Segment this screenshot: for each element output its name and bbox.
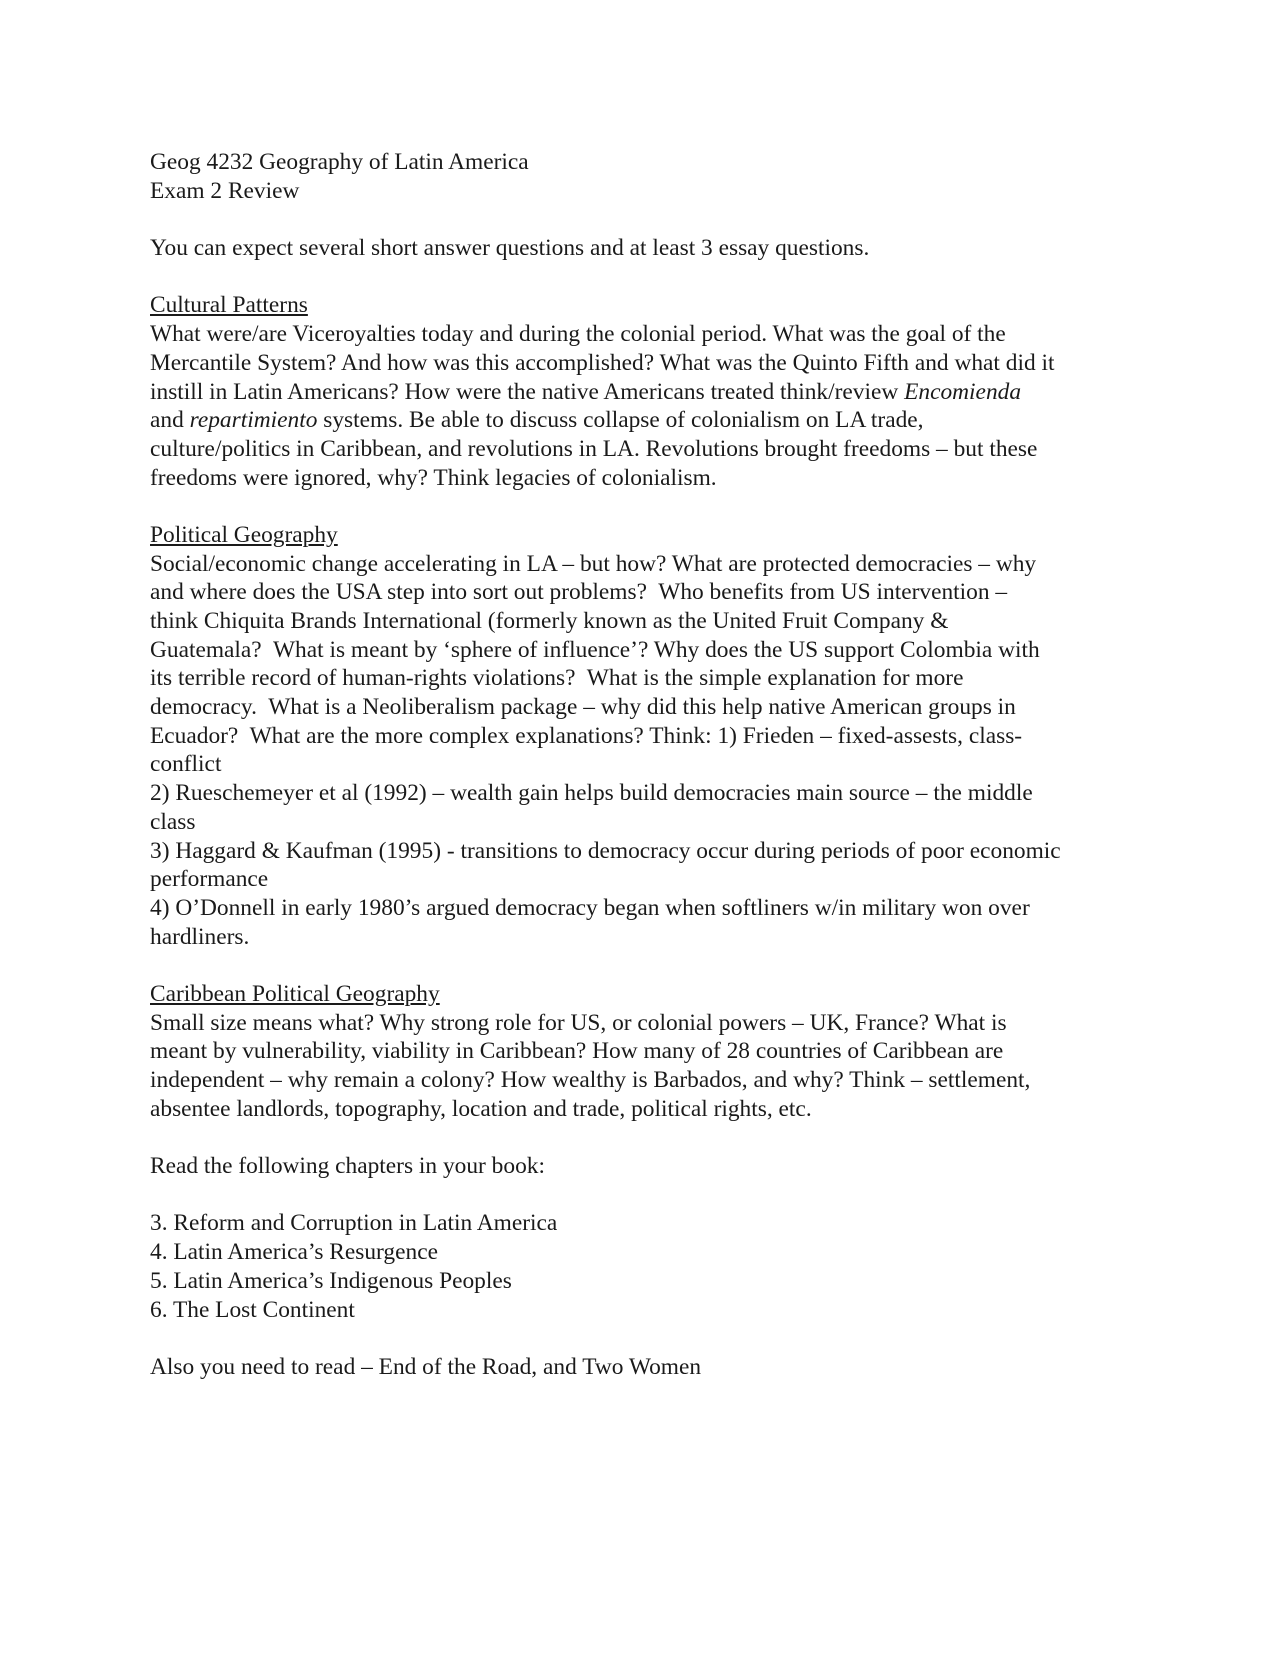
chapter-item: 6. The Lost Continent	[150, 1296, 355, 1323]
reading-intro: Read the following chapters in your book:	[150, 1153, 545, 1180]
political-line: and where does the USA step into sort out problems? Who benefits from US intervention –	[150, 579, 1008, 606]
repartimiento-term: repartimiento	[189, 407, 318, 434]
spacer	[150, 205, 1140, 234]
caribbean-heading: Caribbean Political Geography	[150, 980, 440, 1007]
political-heading: Political Geography	[150, 521, 338, 548]
intro-text: You can expect several short answer questions and at least 3 essay questions.	[150, 235, 870, 262]
caribbean-line: independent – why remain a colony? How wealthy is Barbados, and why? Think – settlement,	[150, 1067, 1031, 1093]
cultural-text: systems. Be able to discuss collapse of colonialism on LA trade,	[317, 407, 924, 434]
caribbean-line: meant by vulnerability, viability in Caribbean? How many of 28 countries of Caribbean are	[150, 1038, 1004, 1065]
cultural-line	[150, 378, 1140, 407]
cultural-line: culture/politics in Caribbean, and revolutions in LA. Revolutions brought freedoms – but these	[150, 435, 1038, 462]
political-line: think Chiquita Brands International (formerly known as the United Fruit Company &	[150, 608, 949, 634]
political-line: Social/economic change accelerating in LA – but how? What are protected democracies – why	[150, 550, 1037, 577]
exam-title: Exam 2 Review	[150, 177, 300, 204]
political-line: Ecuador? What are the more complex explanations? Think: 1) Frieden – fixed-assests, class-	[150, 722, 1023, 749]
encomienda-term: Encomienda	[904, 378, 1022, 405]
caribbean-line: Small size means what? Why strong role for US, or colonial powers – UK, France? What is	[150, 1009, 1007, 1036]
spacer	[150, 263, 1140, 292]
cultural-text: and	[150, 407, 190, 434]
also-read-text: Also you need to read – End of the Road, and Two Women	[150, 1353, 702, 1380]
political-line: 2) Rueschemeyer et al (1992) – wealth gain helps build democracies main source – the middle	[150, 780, 1033, 807]
cultural-line: Mercantile System? And how was this accomplished? What was the Quinto Fifth and what did it	[150, 349, 1055, 376]
spacer	[150, 1324, 1140, 1353]
spacer	[150, 1181, 1140, 1210]
chapter-item: 5. Latin America’s Indigenous Peoples	[150, 1267, 512, 1294]
political-line: Guatemala? What is meant by ‘sphere of influence’? Why does the US support Colombia with	[150, 636, 1040, 663]
caribbean-line: absentee landlords, topography, location and trade, political rights, etc.	[150, 1095, 812, 1122]
political-line: its terrible record of human-rights violations? What is the simple explanation for more	[150, 665, 964, 692]
cultural-text: instill in Latin Americans? How were the native Americans treated think/review	[150, 378, 905, 405]
political-line: hardliners.	[150, 923, 250, 950]
spacer	[150, 492, 1140, 521]
cultural-heading: Cultural Patterns	[150, 292, 308, 319]
chapter-item: 4. Latin America’s Resurgence	[150, 1239, 438, 1266]
chapter-item: 3. Reform and Corruption in Latin America	[150, 1210, 558, 1237]
course-title: Geog 4232 Geography of Latin America	[150, 149, 529, 175]
political-line: conflict	[150, 751, 222, 778]
document-page	[150, 148, 1140, 1382]
spacer	[150, 1123, 1140, 1152]
political-line: 3) Haggard & Kaufman (1995) - transitions to democracy occur during periods of poor economic	[150, 837, 1061, 864]
cultural-line: freedoms were ignored, why? Think legacies of colonialism.	[150, 464, 717, 491]
political-line: 4) O’Donnell in early 1980’s argued democracy began when softliners w/in military won over	[150, 894, 1030, 921]
spacer	[150, 951, 1140, 980]
political-line: class	[150, 808, 196, 835]
political-line: democracy. What is a Neoliberalism package – why did this help native American groups in	[150, 694, 1016, 721]
cultural-line: What were/are Viceroyalties today and during the colonial period. What was the goal of the	[150, 321, 1006, 348]
political-line: performance	[150, 866, 269, 893]
cultural-line	[150, 406, 1140, 435]
